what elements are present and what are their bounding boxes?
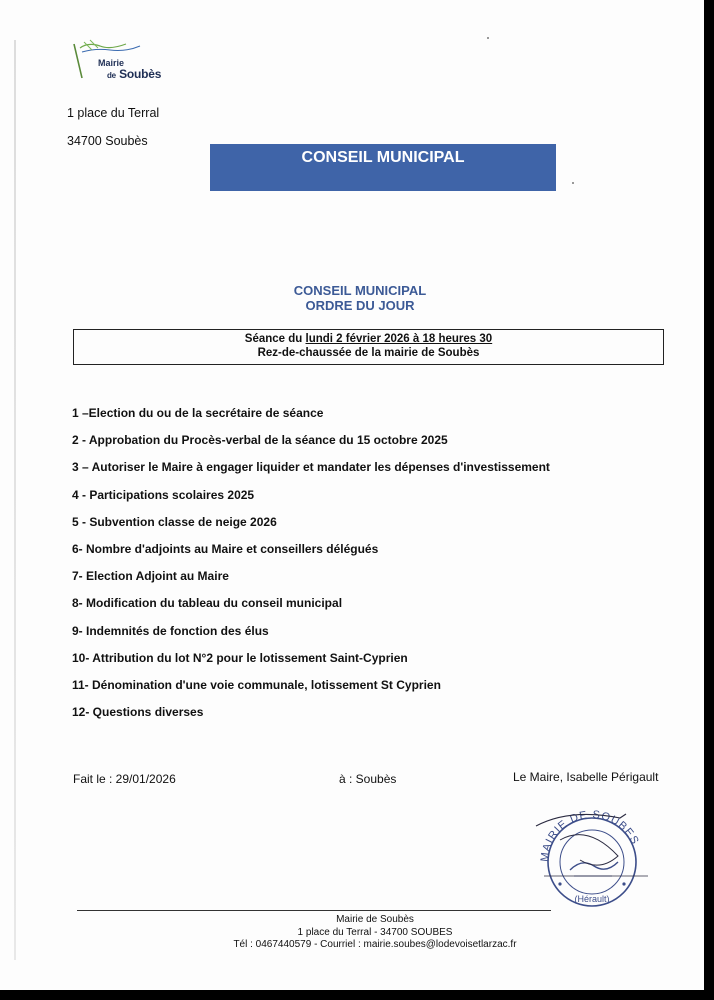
- heading-line2: ORDRE DU JOUR: [305, 298, 415, 313]
- footer: [210, 914, 540, 952]
- agenda-item: 11- Dénomination d'une voie communale, lotissement St Cyprien: [72, 677, 441, 692]
- scan-speck: [487, 37, 489, 39]
- agenda-item: 4 - Participations scolaires 2025: [72, 487, 255, 502]
- agenda-item: 5 - Subvention classe de neige 2026: [72, 514, 277, 529]
- scan-speck: [572, 182, 574, 184]
- agenda-item: 12- Questions diverses: [72, 705, 204, 720]
- agenda-item: 10- Attribution du lot N°2 pour le lotissement Saint-Cyprien: [72, 650, 408, 665]
- agenda-item: 2 - Approbation du Procès-verbal de la séance du 15 octobre 2025: [72, 433, 448, 448]
- heading-line1: CONSEIL MUNICIPAL: [293, 283, 427, 298]
- signoff-date: Fait le : 29/01/2026: [73, 772, 176, 786]
- seance-date: lundi 2 février 2026 à 18 heures 30: [305, 333, 493, 345]
- scan-edge: [14, 40, 16, 960]
- svg-text:MAIRIE DE SOUBES: [539, 809, 641, 863]
- agenda-item: 1 –Election du ou de la secrétaire de séance: [72, 406, 324, 420]
- agenda-item: 8- Modification du tableau du conseil municipal: [72, 596, 343, 611]
- agenda-item: 3 – Autoriser le Maire à engager liquider et mandater les dépenses d'investissement: [72, 460, 550, 475]
- address-street: 1 place du Terral: [67, 106, 160, 120]
- logo-line1: Mairie: [98, 58, 125, 68]
- address-city: 34700 Soubès: [67, 134, 148, 148]
- footer-line2: 1 place du Terral - 34700 SOUBES: [297, 926, 453, 938]
- agenda-item: 6- Nombre d'adjoints au Maire et conseillers délégués: [72, 541, 379, 556]
- stamp-text: MAIRIE DE SOUBES: [538, 808, 642, 863]
- seance-date-line: Séance du lundi 2 février 2026 à 18 heures 30: [244, 333, 493, 345]
- agenda-list: [72, 405, 550, 731]
- seance-box: [73, 329, 664, 365]
- stamp-region: (Hérault): [574, 894, 610, 904]
- agenda-item: 7- Election Adjoint au Maire: [72, 569, 229, 584]
- signoff-signer: Le Maire, Isabelle Périgault: [513, 770, 659, 784]
- footer-divider: [77, 910, 551, 911]
- official-stamp: [530, 800, 650, 912]
- title-banner: CONSEIL MUNICIPAL: [210, 144, 556, 191]
- footer-line1: Mairie de Soubès: [336, 914, 414, 925]
- logo-line2: de Soubès: [107, 67, 162, 81]
- signoff-place: à : Soubès: [339, 772, 397, 786]
- agenda-item: 9- Indemnités de fonction des élus: [72, 623, 269, 638]
- footer-line3: Tél : 0467440579 - Courriel : mairie.soubes@lodevoisetlarzac.fr: [233, 939, 517, 950]
- seance-location: Rez-de-chaussée de la mairie de Soubès: [257, 347, 480, 359]
